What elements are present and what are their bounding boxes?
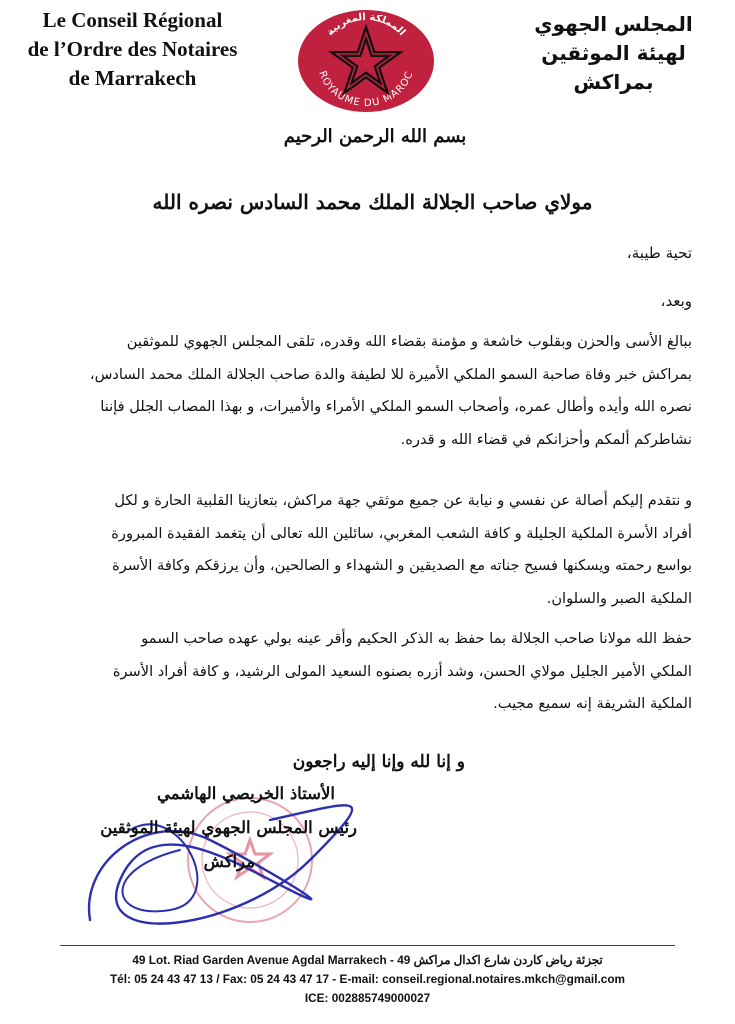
royal-salutation: مولاي صاحب الجلالة الملك محمد السادس نصره الله (152, 190, 593, 214)
paragraph-1-line-4: نشاطركم ألمكم وأحزانكم في قضاء الله و قدره. (400, 430, 692, 448)
paragraph-1-line-1: ببالغ الأسى والحزن وبقلوب خاشعة و مؤمنة بقضاء الله وقدره، تلقى المجلس الجهوي للموثقين (126, 333, 692, 350)
footer-contact: Tél: 05 24 43 47 13 / Fax: 05 24 43 47 17 - E-mail: conseil.regional.notaires.mkch@gmail.com (109, 972, 626, 986)
greeting: تحية طيبة، (626, 244, 692, 262)
paragraph-1-line-2: بمراكش خبر وفاة صاحبة السمو الملكي الأميرة للا لطيفة والدة صاحب الجلالة الملك محمد السادس، (89, 365, 692, 383)
paragraph-3-line-1: حفظ الله مولانا صاحب الجلالة بما حفظ به الذكر الحكيم وأقر عينه بولي عهده صاحب السمو (141, 630, 692, 647)
footer-divider (60, 945, 675, 946)
kingdom-logo (296, 8, 436, 114)
footer-address: 49 Lot. Riad Garden Avenue Agdal Marrakech - 49 تجزئة رياض كاردن شارع اكدال مراكش (132, 953, 603, 967)
paragraph-3-line-2: الملكي الأمير الجليل مولاي الحسن، وشد أزره بصنوه السعيد المولى الرشيد، و كافة أفراد الأسرة (112, 662, 692, 680)
paragraph-1 (52, 326, 692, 456)
arabic-letterhead (506, 10, 721, 97)
paragraph-2-line-4: الملكية الصبر والسلوان. (546, 589, 692, 607)
wabaad: وبعد، (660, 292, 692, 310)
signatory-title: رئيس المجلس الجهوي لهيئة الموثقين (100, 818, 357, 837)
footer-ice: ICE: 002885749000027 (304, 991, 431, 1005)
logo-bottom-text: ROYAUME DU MAROC (316, 69, 416, 110)
paragraph-2-line-3: بواسع رحمته ويسكنها فسيح جناته مع الصديقين و الشهداء و الصالحين، وأن يرزقكم وكافة الأسرة (112, 557, 692, 574)
signatory-city: مراكش (203, 852, 255, 871)
arabic-letterhead-line-2: لهيئة الموثقين (541, 41, 686, 65)
signatory-name: الأستاذ الخريصي الهاشمي (156, 784, 335, 803)
paragraph-2 (52, 485, 692, 615)
paragraph-2-line-2: أفراد الأسرة الملكية الجليلة و كافة الشعب المغربي، سائلين الله تعالى أن يتغمد الفقيدة المبرورة (111, 524, 692, 542)
moroccan-star-emblem-icon (296, 8, 436, 114)
french-letterhead (10, 6, 255, 93)
paragraph-3-line-3: الملكية الشريفة إنه سميع مجيب. (493, 695, 692, 712)
basmala: بسم الله الرحمن الرحيم (283, 126, 467, 147)
logo-top-text: المملكة المغربية (324, 11, 408, 39)
french-letterhead-line-1: Le Conseil Régional (42, 8, 223, 32)
arabic-letterhead-line-1: المجلس الجهوي (534, 12, 693, 36)
french-letterhead-line-3: de Marrakech (68, 66, 197, 90)
arabic-letterhead-line-3: بمراكش (573, 70, 654, 94)
closing-phrase: و إنا لله وإنا إليه راجعون (292, 752, 465, 772)
paragraph-1-line-3: نصره الله وأيده وأطال عمره، وأصحاب السمو الملكي الأمراء والأميرات، و بهذا المصاب الجلل فإننا (100, 398, 692, 415)
french-letterhead-line-2: de l’Ordre des Notaires (27, 37, 238, 61)
paragraph-2-line-1: و نتقدم إليكم أصالة عن نفسي و نيابة عن جميع موثقي جهة مراكش، بتعازينا القلبية الحارة و لكل (114, 492, 692, 509)
paragraph-3 (52, 623, 692, 721)
